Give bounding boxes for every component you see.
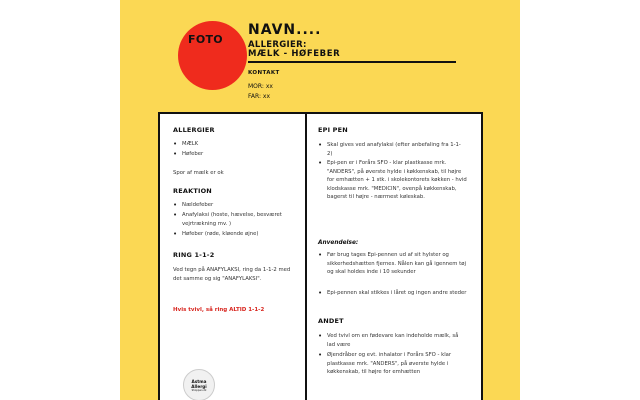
other-item: • Øjendråber og evt. inhalator i Forårs SFO - klar plastkasse mrk. "ANDERS", på øverste hylde i køkkenskab, til højre for emhætten <box>318 351 467 377</box>
father-contact: FAR: xx <box>248 93 271 100</box>
info-panel <box>158 112 483 400</box>
other-item: • Ved tvivl om en fødevare kan indeholde mælk, så lad være <box>318 332 467 349</box>
ring-text: Ved tegn på ANAFYLAKSI, ring da 1-1-2 med det samme og sig "ANAFYLAKSI". <box>173 267 291 282</box>
reaction-heading: REAKTION <box>173 187 212 195</box>
logo-line: Astma <box>191 378 207 384</box>
mother-contact: MOR: xx <box>248 83 273 90</box>
other-heading: ANDET <box>318 317 344 325</box>
column-divider <box>305 114 307 400</box>
epipen-item: • Epi-pen er i Forårs SFO - klar plastkasse mrk. "ANDERS", på øverste hylde i køkkenskab, til højre for emhætten + 1 stk. i skolekontorets køkken - hvid klodskasse mrk. "MEDICIN", ovenpå køkkenskab, bagerst til højre - nærmest køleskab. <box>318 159 467 202</box>
logo-line: Allergi <box>191 383 207 389</box>
usage-heading: Anvendelse: <box>318 240 359 246</box>
usage-item: • Epi-pennen skal stikkes i låret og ingen andre steder <box>318 289 467 298</box>
allergy-info-sheet <box>120 0 520 400</box>
child-name: NAVN.... <box>248 22 322 38</box>
allergy-summary: MÆLK - HØFEBER <box>248 49 341 59</box>
allergy-heading: ALLERGIER: <box>248 40 307 50</box>
allergies-note: Spor af mælk er ok <box>173 170 224 176</box>
logo-line: Shoppen.dk <box>191 388 207 392</box>
astma-allergi-logo <box>183 369 215 400</box>
reaction-item: • Høfeber (røde, kløende øjne) <box>173 230 294 239</box>
usage-item: • Før brug tages Epi-pennen ud af sit hylster og sikkerhedshætten fjernes. Nålen kan gå igennem tøj og skal holdes inde i 10 sekunder <box>318 251 467 277</box>
allergy-item: • MÆLK <box>173 140 198 149</box>
reaction-item: • Anafylaksi (hoste, hævelse, besværet vejrtrækning mv. ) <box>173 211 294 228</box>
reaction-item: • Nældefeber <box>173 201 294 210</box>
header-divider <box>248 61 456 63</box>
allergies-heading: ALLERGIER <box>173 126 215 134</box>
photo-label: FOTO <box>188 33 223 46</box>
contact-heading: KONTAKT <box>248 70 280 76</box>
photo-placeholder <box>178 21 247 90</box>
epipen-heading: EPI PEN <box>318 126 348 134</box>
ring-heading: RING 1-1-2 <box>173 251 215 259</box>
ring-warning: Hvis tvivl, så ring ALTID 1-1-2 <box>173 307 265 313</box>
epipen-item: • Skal gives ved anafylaksi (efter anbefaling fra 1-1-2) <box>318 141 465 158</box>
allergy-item: • Høfeber <box>173 150 203 159</box>
